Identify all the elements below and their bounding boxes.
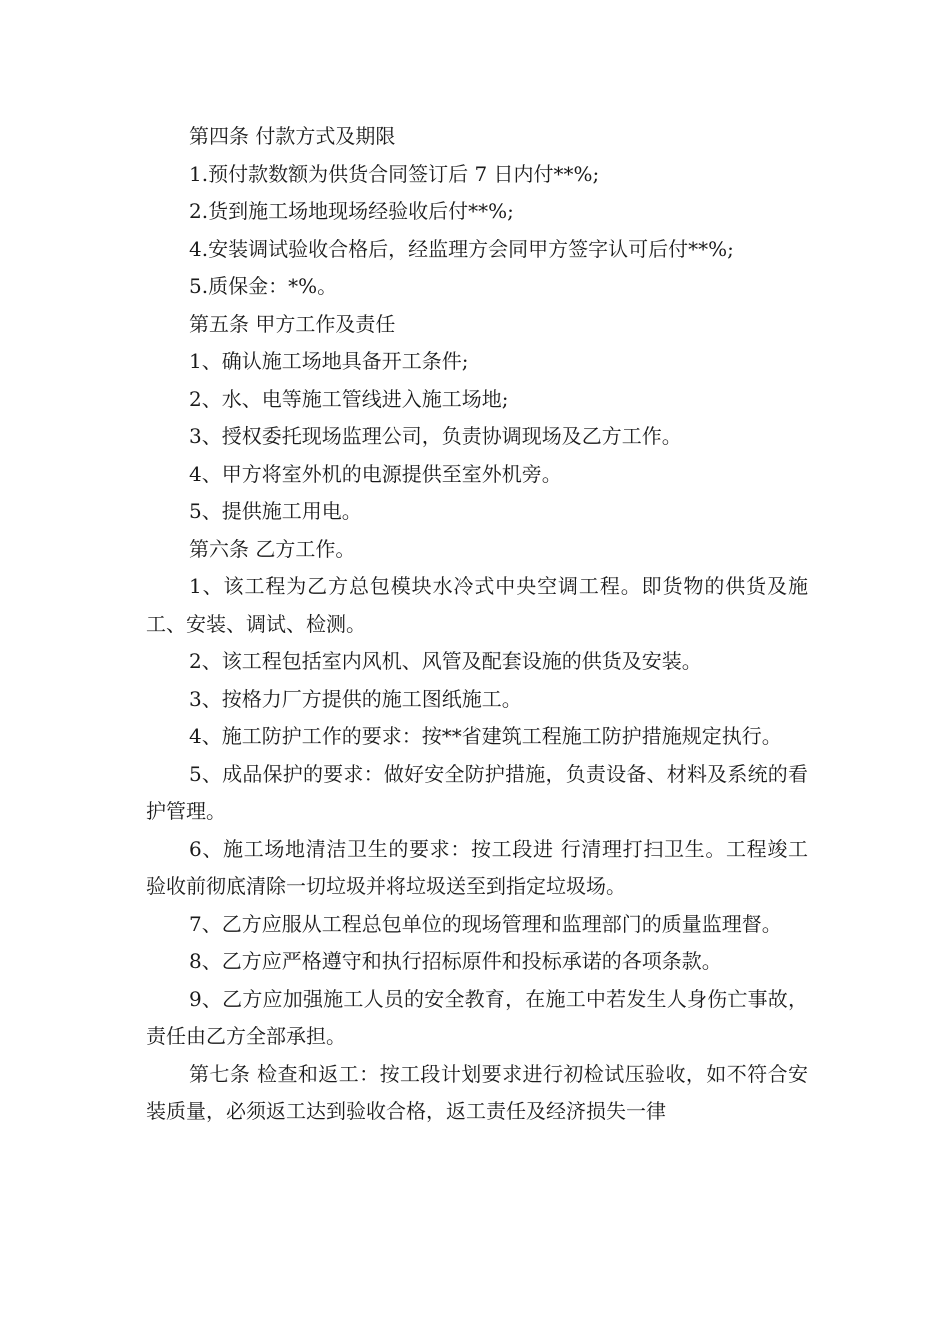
section-heading-article-4: 第四条 付款方式及期限	[189, 124, 396, 148]
paragraph: 2、该工程包括室内风机、风管及配套设施的供货及安装。	[189, 649, 702, 673]
paragraph: 8、乙方应严格遵守和执行招标原件和投标承诺的各项条款。	[189, 949, 722, 973]
document-body	[146, 118, 808, 1131]
paragraph: 1、该工程为乙方总包模块水冷式中央空调工程。即货物的供货及施工、安装、调试、检测。	[146, 574, 808, 636]
paragraph: 5、提供施工用电。	[189, 499, 362, 523]
paragraph: 5、成品保护的要求：做好安全防护措施，负责设备、材料及系统的看护管理。	[146, 761, 808, 823]
paragraph: 4、甲方将室外机的电源提供至室外机旁。	[189, 461, 562, 486]
paragraph: 1.预付款数额为供货合同签订后 7 日内付**%;	[189, 161, 600, 186]
section-heading-article-5: 第五条 甲方工作及责任	[189, 311, 396, 336]
paragraph: 7、乙方应服从工程总包单位的现场管理和监理部门的质量监理督。	[189, 911, 782, 936]
paragraph: 4.安装调试验收合格后，经监理方会同甲方签字认可后付**%;	[189, 236, 734, 261]
paragraph: 2、水、电等施工管线进入施工场地;	[189, 386, 509, 411]
paragraph: 2.货到施工场地现场经验收后付**%;	[189, 199, 514, 223]
paragraph: 3、授权委托现场监理公司，负责协调现场及乙方工作。	[189, 424, 682, 448]
section-heading-article-6: 第六条 乙方工作。	[189, 536, 356, 561]
paragraph: 4、施工防护工作的要求：按**省建筑工程施工防护措施规定执行。	[189, 724, 782, 748]
paragraph: 1、确认施工场地具备开工条件;	[189, 349, 469, 373]
paragraph: 9、乙方应加强施工人员的安全教育，在施工中若发生人身伤亡事故，责任由乙方全部承担。	[146, 986, 808, 1048]
paragraph: 6、施工场地清洁卫生的要求：按工段进 行清理打扫卫生。工程竣工验收前彻底清除一切垃圾并将垃圾送至到指定垃圾场。	[146, 836, 808, 898]
paragraph: 5.质保金：*%。	[189, 274, 338, 298]
paragraph: 3、按格力厂方提供的施工图纸施工。	[189, 686, 522, 711]
section-heading-article-7: 第七条 检查和返工：按工段计划要求进行初检试压验收，如不符合安装质量，必须返工达到验收合格，返工责任及经济损失一律	[146, 1061, 808, 1123]
